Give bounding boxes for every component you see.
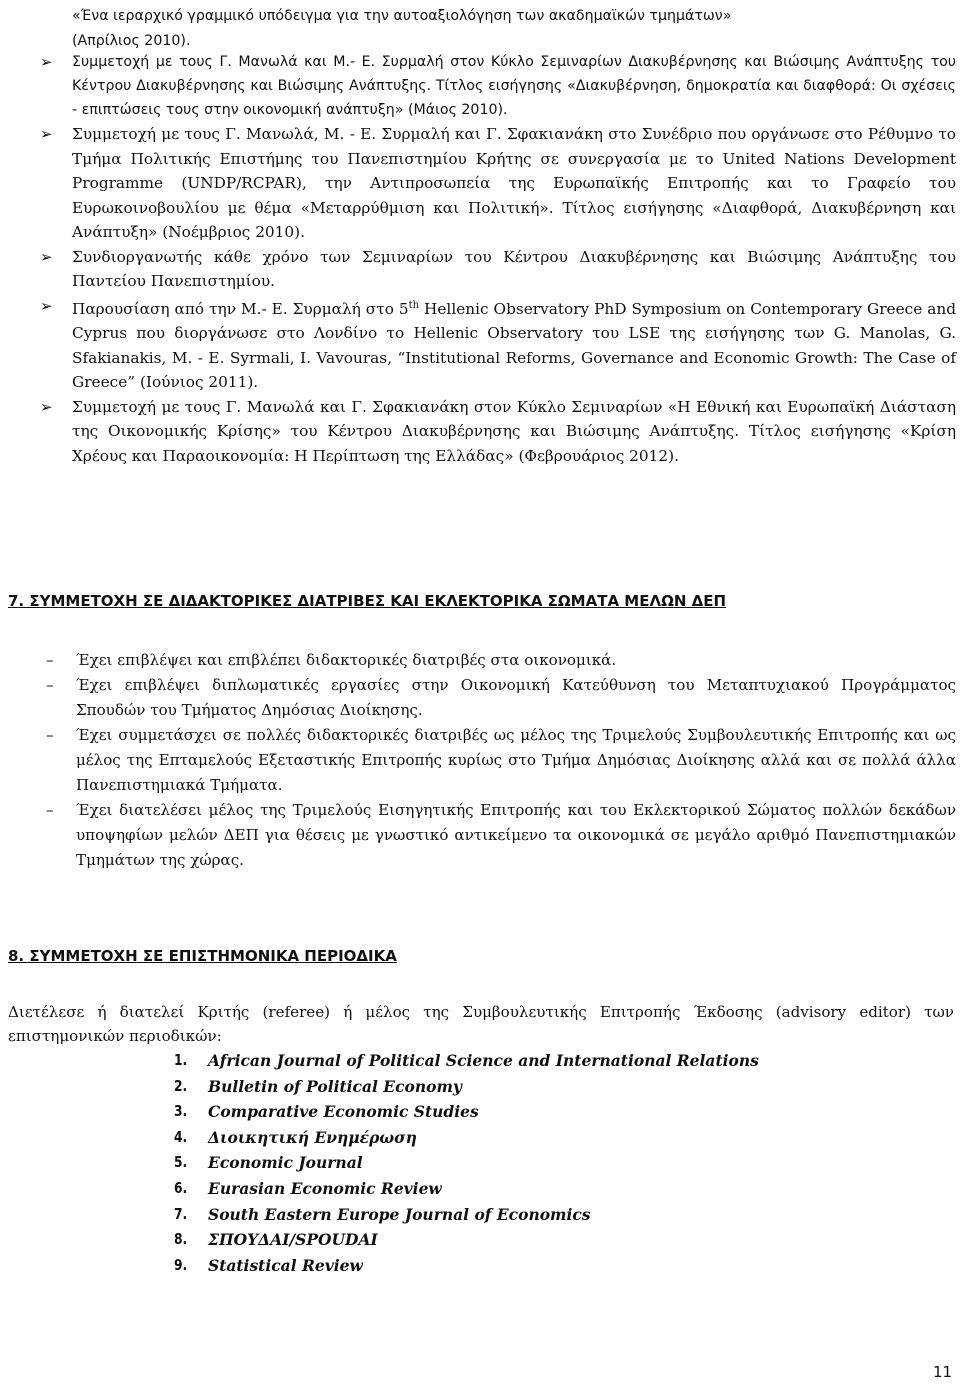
list-item-text: Έχει συμμετάσχει σε πολλές διδακτορικές διατριβές ως μέλος της Τριμελούς Συμβουλευτικής Επιτροπής και ως μέλος της Επταμελούς Εξεταστικής Επιτροπής κυρίως στο Τμήμα Δημόσιας Διοίκησης αλλά και σε πολλά άλλα Πανεπιστημιακά Τμήματα. — [76, 726, 956, 794]
text-line: (Απρίλιος 2010). — [72, 32, 191, 49]
journal-number: 6. — [174, 1178, 188, 1197]
list-item — [0, 1203, 960, 1229]
superscript: th — [408, 299, 420, 311]
list-item-text: Συμμετοχή με τους Γ. Μανωλά και Μ.- Ε. Συρμαλή στον Κύκλο Σεμιναρίων Διακυβέρνησης και Βιώσιμης Ανάπτυξης του Κέντρου Διακυβέρνησης και Βιώσιμης Ανάπτυξης. Τίτλος εισήγησης «Διακυβέρνηση, δημοκρατία και διαφθορά: Οι σχέσεις - επιπτώσεις τους στην οικονομική ανάπτυξη» (Μάιος 2010). — [72, 54, 956, 118]
arrow-bullet-icon: ➢ — [40, 125, 53, 143]
list-item — [8, 395, 956, 469]
list-item — [8, 122, 956, 245]
list-item-text: Έχει διατελέσει μέλος της Τριμελούς Εισηγητικής Επιτροπής και του Εκλεκτορικού Σώματος πολλών δεκάδων υποψηφίων μελών ΔΕΠ για θέσεις με γνωστικό αντικείμενο τα οικονομικά σε μεγάλο αριθμό Πανεπιστημιακών Τμημάτων της χώρας. — [76, 801, 956, 869]
list-item — [0, 1075, 960, 1101]
list-item — [8, 673, 956, 723]
intro-continuation — [72, 4, 956, 53]
list-item-text: Συμμετοχή με τους Γ. Μανωλά και Γ. Σφακιανάκη στον Κύκλο Σεμιναρίων «Η Εθνική και Ευρωπαϊκή Διάσταση της Οικονομικής Κρίσης» του Κέντρου Διακυβέρνησης και Βιώσιμης Ανάπτυξης. Τίτλος εισήγησης «Κρίση Χρέους και Παραοικονομία: Η Περίπτωση της Ελλάδας» (Φεβρουάριος 2012). — [72, 397, 956, 465]
arrow-bullet-icon: ➢ — [40, 53, 53, 71]
list-item-text: Έχει επιβλέψει διπλωματικές εργασίες στην Οικονομική Κατεύθυνση του Μεταπτυχιακού Προγράμματος Σπουδών του Τμήματος Δημόσιας Διοίκησης. — [76, 676, 956, 719]
journal-number: 4. — [174, 1127, 188, 1146]
list-item — [0, 1228, 960, 1254]
journal-number: 8. — [174, 1230, 188, 1249]
dash-bullet: – — [46, 651, 54, 669]
list-item — [0, 1254, 960, 1280]
list-item — [0, 1126, 960, 1152]
section-8-heading: 8. ΣΥΜΜΕΤΟΧΗ ΣΕ ΕΠΙΣΤΗΜΟΝΙΚΑ ΠΕΡΙΟΔΙΚΑ — [8, 947, 397, 965]
section-7-list — [8, 648, 956, 873]
journal-list — [0, 1049, 960, 1279]
journal-title: ΣΠΟΥΔΑΙ/SPOUDAI — [208, 1230, 378, 1250]
list-item — [8, 50, 956, 122]
list-item-text: Συνδιοργανωτής κάθε χρόνο των Σεμιναρίων του Κέντρου Διακυβέρνησης και Βιώσιμης Ανάπτυξης του Παντείου Πανεπιστημίου. — [72, 247, 956, 290]
journal-number: 9. — [174, 1255, 188, 1274]
list-item — [0, 1049, 960, 1075]
list-item-text: Έχει επιβλέψει και επιβλέπει διδακτορικές διατριβές στα οικονομικά. — [76, 651, 617, 669]
journal-title: Bulletin of Political Economy — [208, 1076, 462, 1096]
journal-number: 2. — [174, 1076, 188, 1095]
arrow-bullet-icon: ➢ — [40, 247, 53, 266]
section-8-intro: Διετέλεσε ή διατελεί Κριτής (referee) ή μέλος της Συμβουλευτικής Επιτροπής Έκδοσης (advisory editor) των επιστημονικών περιοδικών: — [8, 1003, 954, 1045]
list-item-text: Παρουσίαση από την Μ.- Ε. Συρμαλή στο 5 — [72, 299, 409, 318]
journal-number: 5. — [174, 1153, 188, 1172]
list-item-text: Συμμετοχή με τους Γ. Μανωλά, Μ. - Ε. Συρμαλή και Γ. Σφακιανάκη στο Συνέδριο που οργάνωσε στο Ρέθυμνο το Τμήμα Πολιτικής Επιστήμης του Πανεπιστημίου Κρήτης σε συνεργασία με το United Nations Development Programme (UNDP/RCPAR), την Αντιπροσωπεία της Ευρωπαϊκής Επιτροπής και το Γραφείο του Ευρωκοινοβουλίου με θέμα «Μεταρρύθμιση και Πολιτική». Τίτλος εισήγησης «Διαφθορά, Διακυβέρνηση και Ανάπτυξη» (Νοέμβριος 2010). — [72, 125, 956, 241]
list-item — [0, 1151, 960, 1177]
dash-bullet: – — [46, 676, 54, 694]
list-item — [8, 245, 956, 294]
list-item — [8, 723, 956, 798]
journal-title: South Eastern Europe Journal of Economics — [208, 1204, 591, 1224]
arrow-bullet-icon: ➢ — [40, 397, 53, 416]
text-line: «Ένα ιεραρχικό γραμμικό υπόδειγμα για την αυτοαξιολόγηση των ακαδημαϊκών τμημάτων» — [72, 8, 732, 24]
journal-title: Economic Journal — [208, 1153, 363, 1173]
journal-title: Eurasian Economic Review — [208, 1178, 442, 1198]
list-item — [0, 1177, 960, 1203]
journal-title: Statistical Review — [208, 1255, 363, 1275]
journal-number: 1. — [174, 1051, 188, 1069]
bullet-list — [8, 50, 956, 468]
dash-bullet: – — [46, 726, 54, 744]
journal-title: Comparative Economic Studies — [208, 1102, 479, 1122]
page-number: 11 — [933, 1363, 953, 1381]
list-item — [8, 294, 956, 395]
journal-number: 3. — [174, 1102, 188, 1121]
list-item — [8, 648, 956, 673]
list-item — [0, 1100, 960, 1126]
journal-title: African Journal of Political Science and International Relations — [208, 1051, 759, 1070]
arrow-bullet-icon: ➢ — [40, 296, 53, 315]
journal-title: Διοικητική Ενημέρωση — [208, 1127, 417, 1147]
list-item — [8, 798, 956, 873]
section-7-heading: 7. ΣΥΜΜΕΤΟΧΗ ΣΕ ΔΙΔΑΚΤΟΡΙΚΕΣ ΔΙΑΤΡΙΒΕΣ ΚΑΙ ΕΚΛΕΚΤΟΡΙΚΑ ΣΩΜΑΤΑ ΜΕΛΩΝ ΔΕΠ — [8, 592, 727, 610]
dash-bullet: – — [46, 801, 54, 819]
journal-number: 7. — [174, 1204, 188, 1223]
list-item-text: Hellenic Observatory PhD Symposium on Contemporary Greece and Cyprus που διοργάνωσε στο Λονδίνο το Hellenic Observatory του LSE της εισήγησης των G. Manolas, G. Sfakianakis, M. - E. Syrmali, I. Vavouras, “Institutional Reforms, Governance and Economic Growth: The Case of Greece” (Ιούνιος 2011). — [72, 299, 956, 392]
